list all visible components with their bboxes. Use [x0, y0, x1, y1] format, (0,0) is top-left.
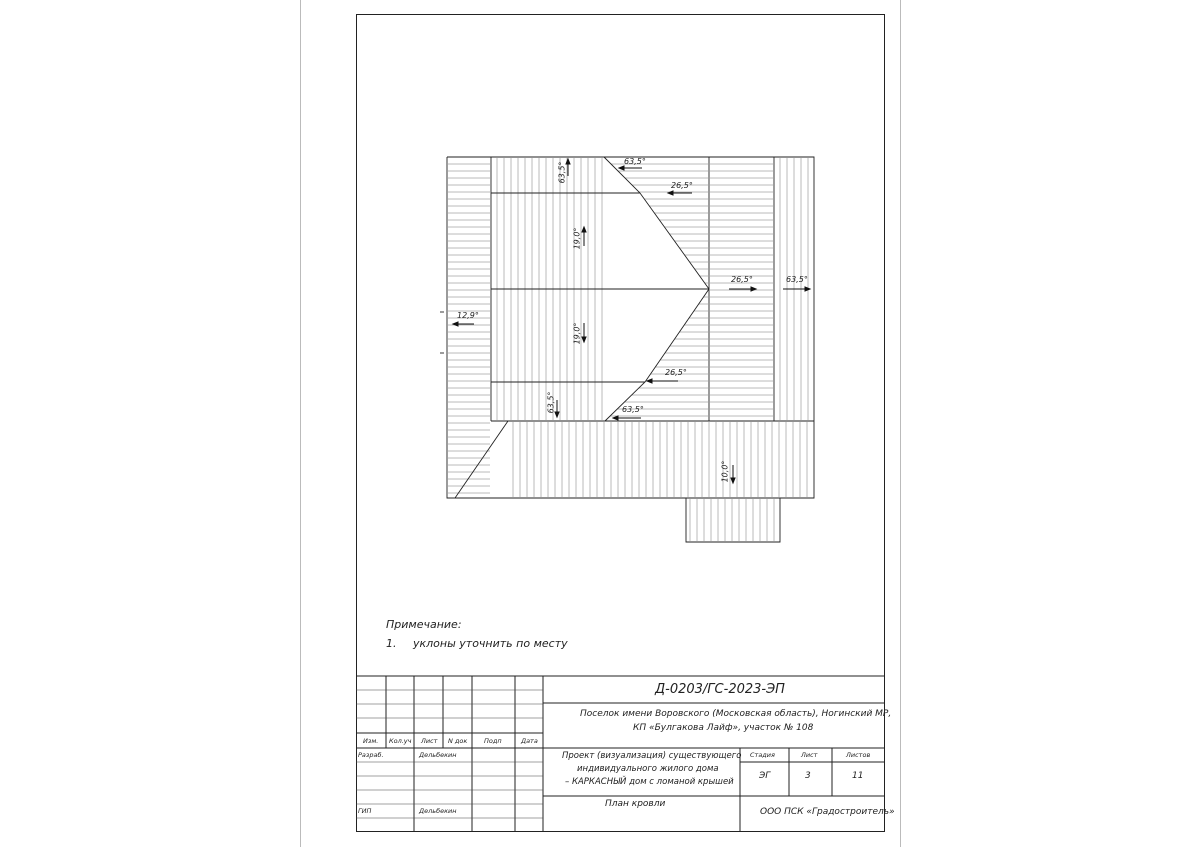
header-label-data: Дата [521, 737, 538, 745]
notes-heading: Примечание: [386, 618, 462, 631]
slope-label-lower-step: 26,5° [665, 368, 687, 377]
slope-label-top-hip: 63,5° [624, 157, 646, 166]
slope-label-bottom-left: 63,5° [546, 391, 556, 414]
slope-label-left-wing: 12,9° [457, 311, 479, 320]
sheet-value: 3 [805, 771, 811, 781]
sheets-value: 11 [852, 771, 864, 781]
sheet-label: Лист [801, 751, 818, 759]
slope-label-porch: 10,0° [720, 460, 730, 483]
organization-name: ООО ПСК «Градостроитель» [760, 807, 895, 817]
document-code: Д-0203/ГС-2023-ЭП [655, 682, 785, 697]
slope-label-bottom-hip: 63,5° [622, 405, 644, 414]
role-gip: ГИП [358, 807, 372, 815]
note-item-text: уклоны уточнить по месту [413, 637, 568, 650]
header-label-ndok: N док [448, 737, 468, 745]
sheet-title: План кровли [605, 799, 666, 809]
slope-label-top-left: 63,5° [557, 161, 567, 184]
project-line-1: Проект (визуализация) существующего [562, 751, 742, 761]
porch-outline [686, 498, 780, 542]
slope-label-right-far: 63,5° [786, 275, 808, 284]
slope-label-center-upper: 19,0° [572, 227, 582, 250]
address-line-1: Поселок имени Воровского (Московская область), Ногинский МР, [580, 709, 892, 719]
header-label-izm: Изм. [363, 737, 379, 745]
header-label-list: Лист [421, 737, 438, 745]
note-item-number: 1. [386, 637, 397, 650]
developer-name: Дельбекин [419, 751, 457, 759]
header-label-koluch: Кол.уч [389, 737, 412, 745]
slope-label-center-lower: 19,0° [572, 322, 582, 345]
stage-value: ЭГ [759, 771, 771, 781]
project-line-3: – КАРКАСНЫЙ дом с ломаной крышей [565, 777, 734, 787]
stage-label: Стадия [750, 751, 775, 759]
project-line-2: индивидуального жилого дома [577, 764, 719, 774]
address-line-2: КП «Булгакова Лайф», участок № 108 [633, 723, 814, 733]
slope-label-upper-step: 26,5° [671, 181, 693, 190]
sheets-label: Листов [846, 751, 871, 759]
gip-name: Дельбекин [419, 807, 457, 815]
roof-outline [447, 157, 814, 498]
role-developer: Разраб. [358, 751, 384, 759]
header-label-podp: Подп [484, 737, 502, 745]
slope-label-right-mid: 26,5° [731, 275, 753, 284]
